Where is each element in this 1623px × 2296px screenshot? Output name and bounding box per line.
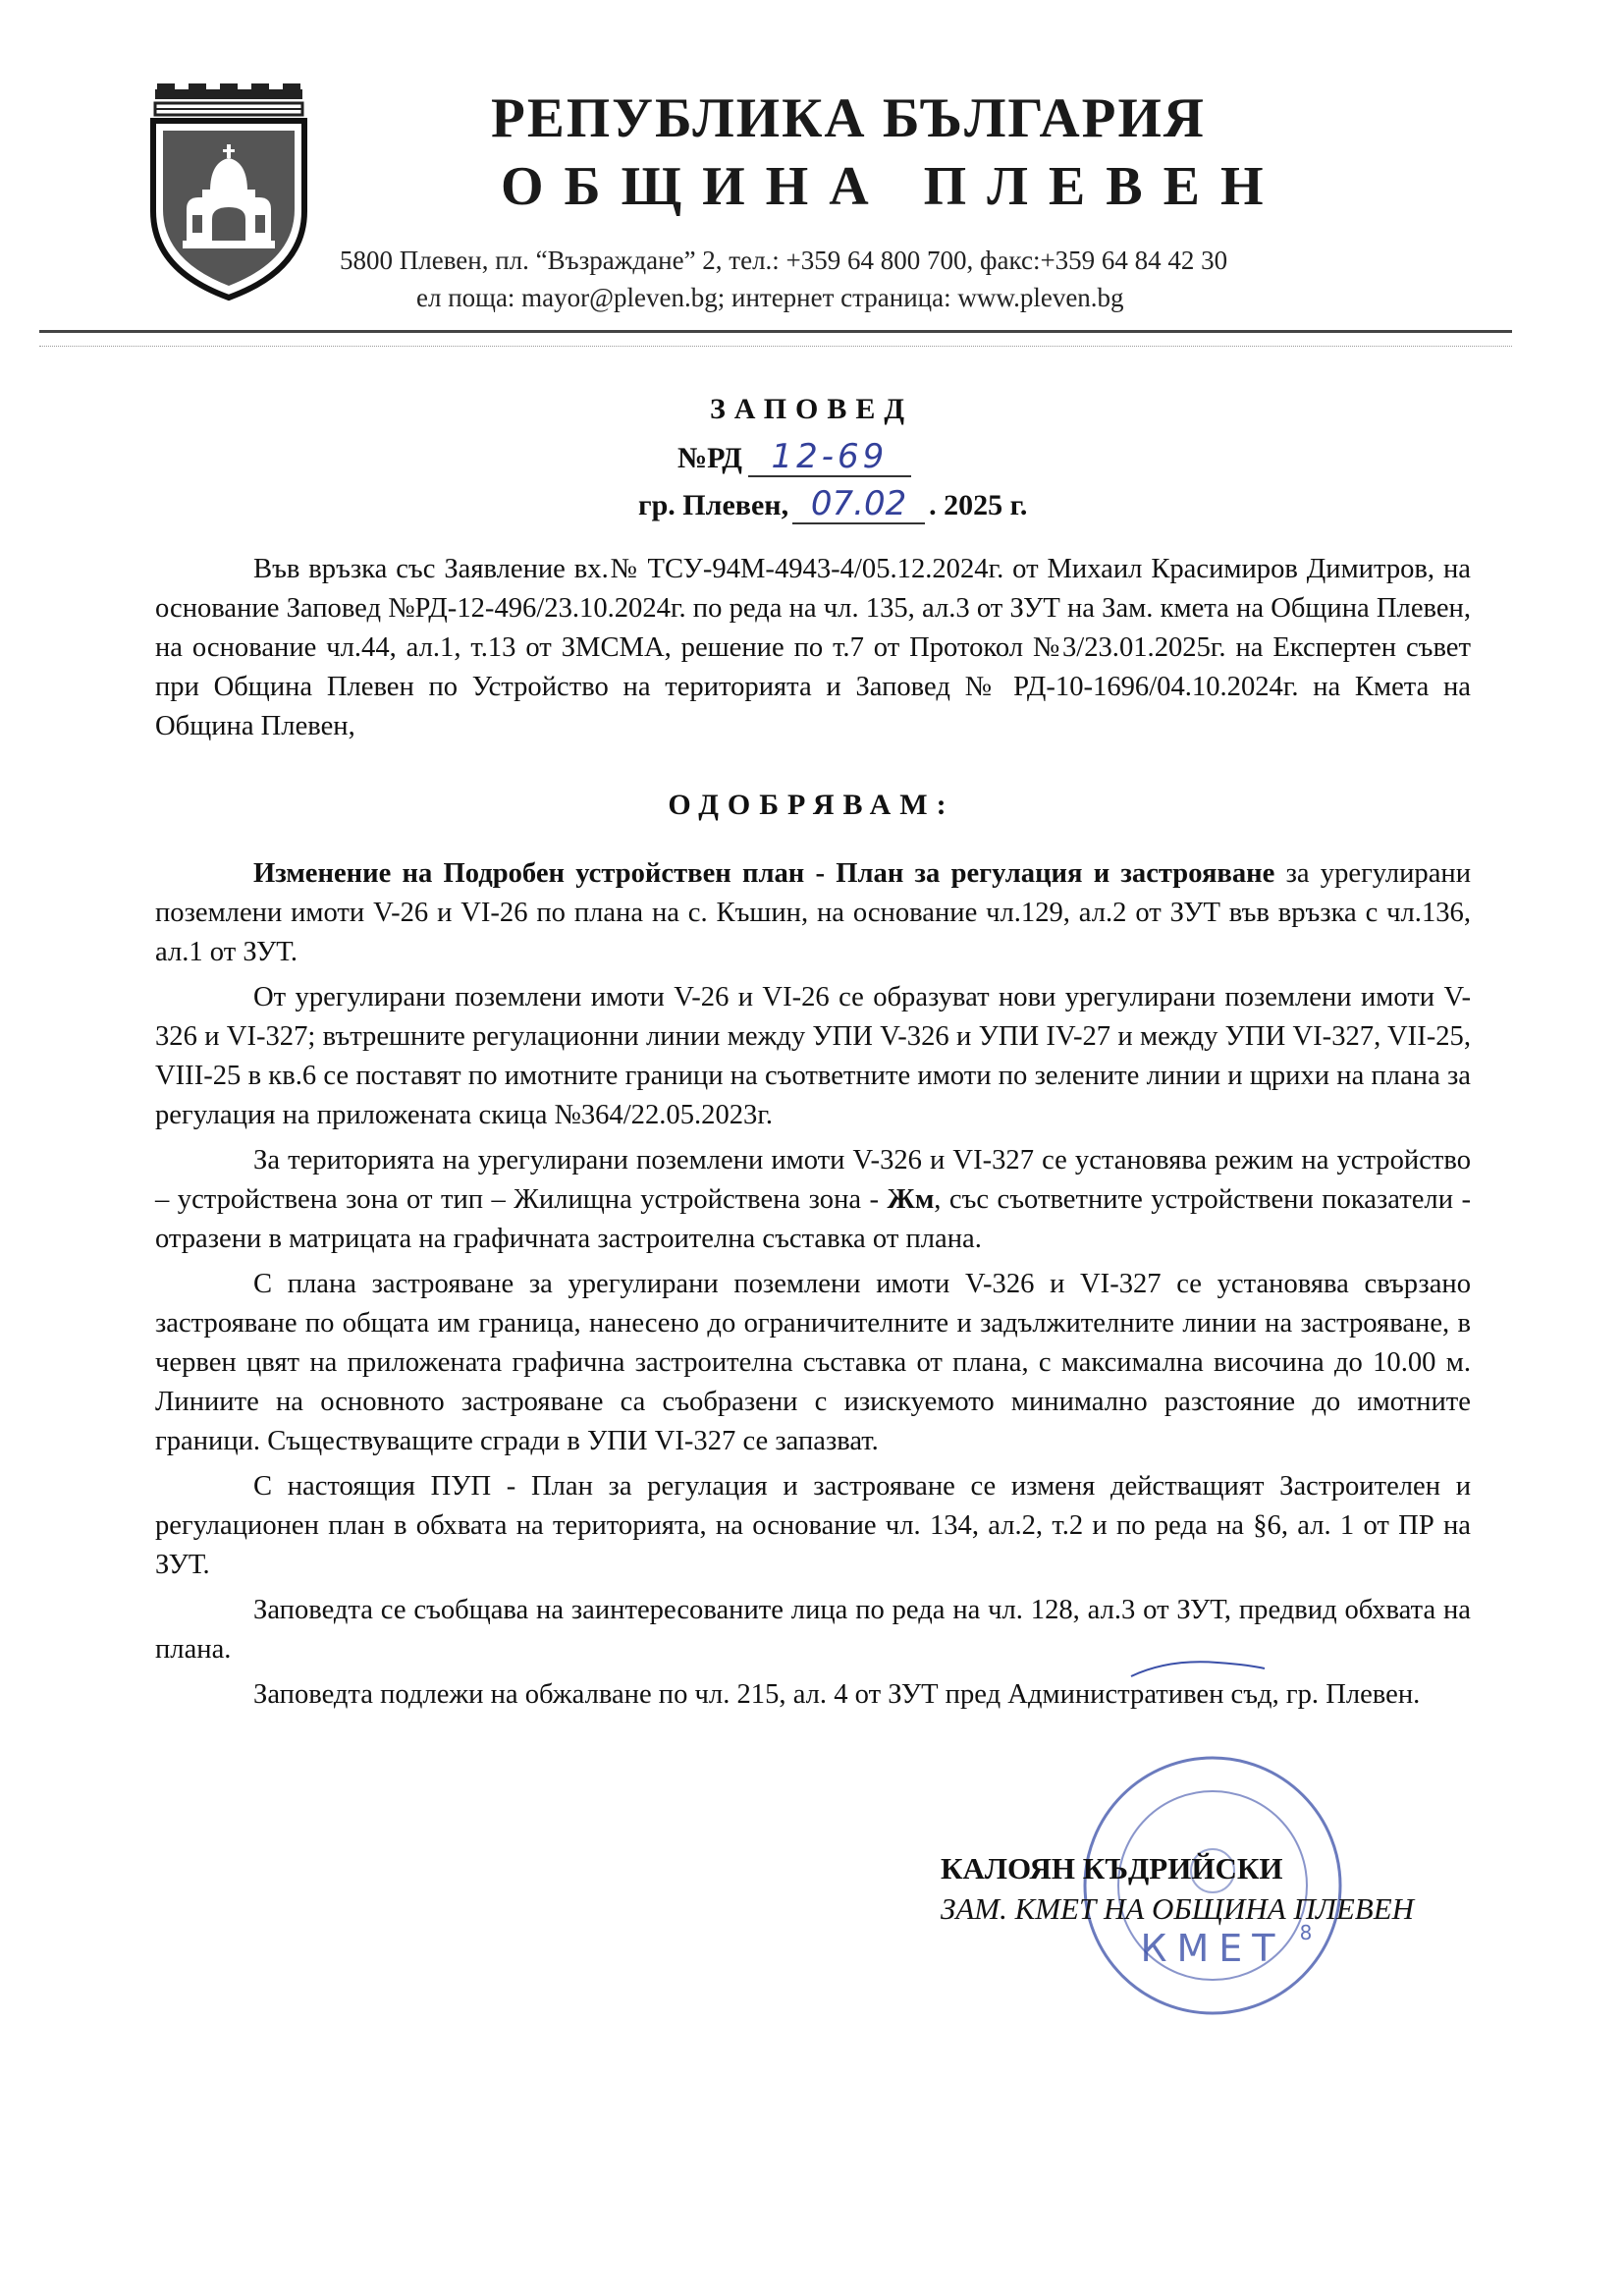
order-number-handwritten: 12-69 <box>748 440 911 477</box>
paragraph-6: Заповедта се съобщава на заинтересованите лица по реда на чл. 128, ал.3 от ЗУТ, предвид обхвата на плана. <box>155 1595 1471 1665</box>
paragraph-3 <box>155 1141 1471 1259</box>
order-number-line <box>677 437 911 477</box>
order-date-prefix: гр. Плевен, <box>638 489 789 521</box>
paragraph-5: С настоящия ПУП - План за регулация и застрояване се изменя действащият Застроителен и регулационен план в обхвата на територията, на основание чл. 134, ал.2, т.2 и по реда на §6, ал. 1 от ПР на ЗУТ. <box>155 1471 1471 1580</box>
letterhead-address: 5800 Плевен, пл. “Възраждане” 2, тел.: +359 64 800 700, факс:+359 64 84 42 30 <box>340 246 1228 275</box>
intro-paragraph: Във връзка със Заявление вх.№ ТСУ-94М-4943-4/05.12.2024г. от Михаил Красимиров Димитров, на основание Заповед №РД-12-496/23.10.2024г. по реда на чл. 135, ал.3 от ЗУТ на Зам. кмета на Община Плевен, на основание чл.44, ал.1, т.13 от ЗМСМА, решение по т.7 от Протокол №3/23.01.2025г. на Експертен съвет при Община Плевен по Устройство на територията и Заповед № РД-10-1696/04.10.2024г. на Кмета на Община Плевен, <box>155 554 1471 741</box>
letterhead-municipality: ОБЩИНА ПЛЕВЕН <box>501 156 1284 217</box>
paragraph-3-text-a: За територията на урегулирани поземлени имоти V-326 и VI-327 се установява режим на устройство – устройствена зона от тип – Жилищна устройствена зона - <box>155 1145 1471 1215</box>
signer-name: КАЛОЯН КЪДРИЙСКИ <box>941 1851 1283 1886</box>
stamp-text: КМЕТ <box>1140 1927 1285 1970</box>
order-date-line <box>638 484 1028 524</box>
letterhead-divider <box>39 330 1512 333</box>
signer-title: ЗАМ. КМЕТ НА ОБЩИНА ПЛЕВЕН <box>941 1891 1415 1926</box>
paragraph-2: От урегулирани поземлени имоти V-26 и VI-26 се образуват нови урегулирани поземлени имоти V-326 и VI-327; вътрешните регулационни линии между УПИ V-326 и УПИ IV-27 и между УПИ VI-327, VII-25, VIII-25 в кв.6 се поставят по имотните граници на съответните имоти по зелените линии и щрихи на плана за регулация на приложената скица №364/22.05.2023г. <box>155 982 1471 1130</box>
order-date-handwritten: 07.02 <box>792 487 925 524</box>
order-paragraphs <box>155 854 1471 1721</box>
stamp-number: 8 <box>1299 1921 1313 1944</box>
paragraph-7: Заповедта подлежи на обжалване по чл. 215, ал. 4 от ЗУТ пред Административен съд, гр. Плевен. <box>253 1679 1421 1710</box>
paragraph-3-text-b: , със съответните устройствени показатели - отразени в матрицата на графичната застроителна съставка от плана. <box>155 1184 1471 1254</box>
letterhead-country: РЕПУБЛИКА БЪЛГАРИЯ <box>491 87 1206 149</box>
approve-heading: ОДОБРЯВАМ: <box>668 789 955 821</box>
paragraph-4: С плана застрояване за урегулирани поземлени имоти V-326 и VI-327 се установява свързано застрояване по общата им граница, нанесено до ограничителните и задължителните линии на застрояване, в червен цвят на приложената графична застроителна съставка от плана, с максимална височина до 10.00 м. Линиите на основното застрояване са съобразени с изискуемото минимално разстояние до имотните граници. Съществуващите сгради в УПИ VI-327 се запазват. <box>155 1269 1471 1456</box>
order-number-prefix: №РД <box>677 442 742 474</box>
paragraph-3-bold: Жм <box>887 1184 935 1215</box>
paragraph-1 <box>155 854 1471 972</box>
paragraph-1-text: за урегулирани поземлени имоти V-26 и VI-26 по плана на с. Къшин, на основание чл.129, ал.2 от ЗУТ във връзка с чл.136, ал.1 от ЗУТ. <box>155 858 1472 967</box>
coat-of-arms-emblem <box>147 83 312 301</box>
signature-stroke <box>1129 1655 1267 1684</box>
order-date-suffix: . 2025 г. <box>929 489 1028 521</box>
order-title: ЗАПОВЕД <box>709 393 914 425</box>
letterhead-contact: ел поща: mayor@pleven.bg; интернет страница: www.pleven.bg <box>416 283 1124 312</box>
paragraph-1-bold: Изменение на Подробен устройствен план - План за регулация и застрояване <box>253 858 1275 889</box>
letterhead-divider-dotted <box>39 346 1512 347</box>
